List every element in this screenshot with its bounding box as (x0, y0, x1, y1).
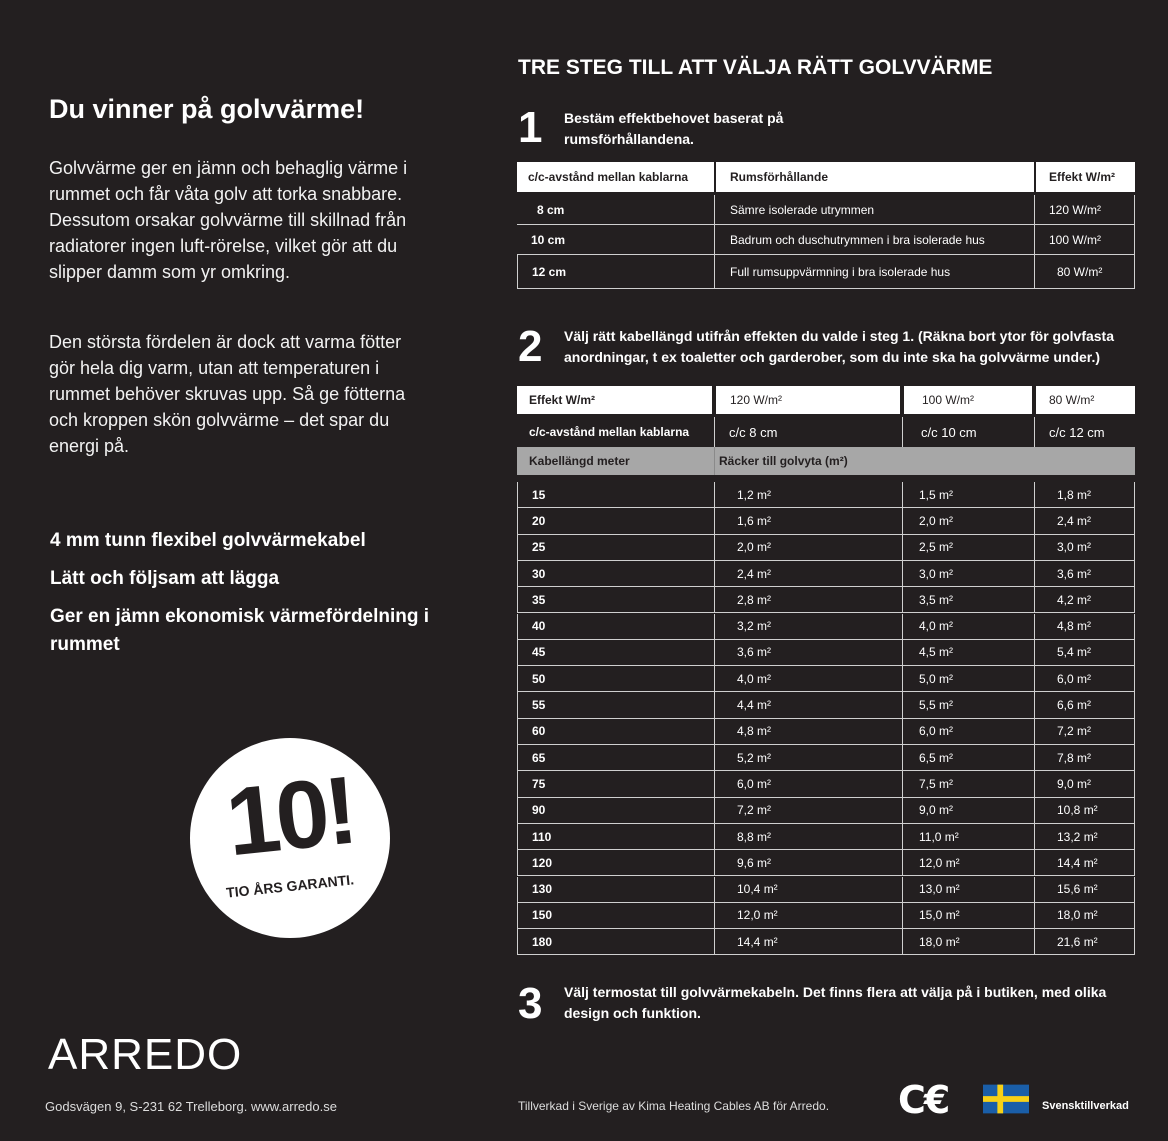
manufacturer-note: Tillverkad i Sverige av Kima Heating Cables AB för Arredo. (518, 1099, 830, 1113)
table-cell: Badrum och duschutrymmen i bra isolerade hus (715, 225, 1035, 255)
cable-length-cell: 180 (517, 929, 715, 955)
power-table (517, 162, 1135, 290)
floor-area-cell: 9,0 m² (903, 798, 1035, 824)
table-header: c/c 12 cm (1049, 424, 1105, 440)
floor-area-cell: 15,6 m² (1035, 877, 1135, 903)
floor-area-cell: 5,5 m² (903, 692, 1035, 718)
floor-area-cell: 1,8 m² (1035, 482, 1135, 508)
warranty-caption: TIO ÅRS GARANTI. (225, 871, 355, 901)
floor-area-cell: 6,0 m² (715, 771, 903, 797)
floor-area-cell: 15,0 m² (903, 903, 1035, 929)
floor-area-cell: 14,4 m² (715, 929, 903, 955)
company-address: Godsvägen 9, S-231 62 Trelleborg. www.arredo.se (45, 1099, 337, 1114)
floor-area-cell: 3,2 m² (715, 614, 903, 640)
floor-area-cell: 10,8 m² (1035, 798, 1135, 824)
floor-area-cell: 4,0 m² (903, 614, 1035, 640)
floor-area-cell: 3,0 m² (1035, 535, 1135, 561)
floor-area-cell: 8,8 m² (715, 824, 903, 850)
floor-area-cell: 7,2 m² (715, 798, 903, 824)
cable-length-cell: 25 (517, 535, 715, 561)
floor-area-cell: 7,2 m² (1035, 719, 1135, 745)
floor-area-cell: 3,6 m² (715, 640, 903, 666)
table-cell: 100 W/m² (1035, 225, 1135, 255)
table-header: 80 W/m² (1036, 386, 1135, 414)
floor-area-cell: 1,2 m² (715, 482, 903, 508)
cable-length-cell: 75 (517, 771, 715, 797)
floor-area-cell: 6,5 m² (903, 745, 1035, 771)
floor-area-cell: 13,2 m² (1035, 824, 1135, 850)
ce-mark-icon: C€ (898, 1078, 949, 1122)
floor-area-cell: 18,0 m² (903, 929, 1035, 955)
table-header: 120 W/m² (716, 386, 900, 414)
step-text: Välj rätt kabellängd utifrån effekten du valde i steg 1. (Räkna bort ytor för golvfasta anordningar, t ex toaletter och garderober, som du inte ska ha golvvärme under.) (564, 328, 1115, 365)
floor-area-cell: 5,2 m² (715, 745, 903, 771)
benefit-paragraph: Den största fördelen är dock att varma fötter gör hela dig varm, utan att temperaturen i rummet behöver skruvas upp. Så ge fötterna och kroppen skön golvvärme – det spar du energi på. (49, 332, 406, 456)
table-cell: 8 cm (517, 195, 715, 225)
floor-area-cell: 10,4 m² (715, 877, 903, 903)
floor-area-cell: 18,0 m² (1035, 903, 1135, 929)
cable-length-cell: 45 (517, 640, 715, 666)
step-number: 1 (518, 103, 543, 152)
table-cell: 120 W/m² (1035, 195, 1135, 225)
intro-paragraph: Golvvärme ger en jämn och behaglig värme i rummet och får våta golv att torka snabbare. Dessutom orsakar golvvärme till skillnad från radiatorer ingen luft-rörelse, vilket gör att du slipper damm som yr omkring. (49, 158, 408, 282)
cable-length-cell: 20 (517, 508, 715, 534)
table-header: Kabellängd meter (517, 447, 715, 475)
warranty-badge (190, 738, 390, 938)
floor-area-cell: 4,8 m² (715, 719, 903, 745)
table-cell: 10 cm (517, 225, 715, 255)
table-header: c/c-avstånd mellan kablarna (517, 162, 714, 192)
floor-area-cell: 1,5 m² (903, 482, 1035, 508)
cable-length-cell: 35 (517, 587, 715, 613)
left-heading: Du vinner på golvvärme! (49, 94, 365, 124)
floor-area-cell: 2,4 m² (1035, 508, 1135, 534)
floor-area-cell: 3,6 m² (1035, 561, 1135, 587)
floor-area-cell: 4,5 m² (903, 640, 1035, 666)
step-text: Välj termostat till golvvärmekabeln. Det finns flera att välja på i butiken, med olika design och funktion. (564, 984, 1107, 1021)
floor-area-cell: 2,5 m² (903, 535, 1035, 561)
table-cell: 12 cm (517, 255, 715, 289)
feature-item: Lätt och följsam att lägga (50, 568, 280, 589)
table-header: 100 W/m² (904, 386, 1032, 414)
floor-area-cell: 6,0 m² (1035, 666, 1135, 692)
floor-area-cell: 4,2 m² (1035, 587, 1135, 613)
floor-area-cell: 11,0 m² (903, 824, 1035, 850)
feature-item: Ger en jämn ekonomisk värmefördelning i rummet (50, 606, 430, 655)
table-header: Effekt W/m² (517, 386, 712, 414)
floor-area-cell: 9,6 m² (715, 850, 903, 876)
table-cell: Sämre isolerade utrymmen (715, 195, 1035, 225)
table-header: c/c 8 cm (715, 417, 903, 447)
warranty-number: 10! (221, 756, 359, 877)
floor-area-cell: 3,5 m² (903, 587, 1035, 613)
main-title: TRE STEG TILL ATT VÄLJA RÄTT GOLVVÄRME (518, 56, 993, 79)
cable-length-cell: 55 (517, 692, 715, 718)
cable-length-cell: 60 (517, 719, 715, 745)
cable-length-cell: 90 (517, 798, 715, 824)
floor-area-cell: 2,8 m² (715, 587, 903, 613)
cable-length-cell: 120 (517, 850, 715, 876)
table-header: Effekt W/m² (1036, 162, 1135, 192)
floor-area-cell: 3,0 m² (903, 561, 1035, 587)
floor-area-cell: 13,0 m² (903, 877, 1035, 903)
feature-item: 4 mm tunn flexibel golvvärmekabel (50, 530, 366, 551)
floor-area-cell: 7,5 m² (903, 771, 1035, 797)
cable-length-cell: 65 (517, 745, 715, 771)
table-header: c/c-avstånd mellan kablarna (517, 417, 715, 447)
cable-length-cell: 130 (517, 877, 715, 903)
step-number: 2 (518, 322, 543, 371)
floor-area-cell: 7,8 m² (1035, 745, 1135, 771)
cable-length-cell: 40 (517, 614, 715, 640)
floor-area-cell: 1,6 m² (715, 508, 903, 534)
step-number: 3 (518, 979, 543, 1028)
swedish-flag-icon (983, 1084, 1029, 1114)
table-header: c/c 10 cm (903, 417, 1035, 447)
floor-area-cell: 14,4 m² (1035, 850, 1135, 876)
step-text: Bestäm effektbehovet baserat på rumsförhållandena. (564, 110, 784, 147)
swedish-made-label: Svensktillverkad (1042, 1100, 1129, 1112)
table-cell: 80 W/m² (1035, 255, 1135, 289)
floor-area-cell: 4,4 m² (715, 692, 903, 718)
floor-area-cell: 12,0 m² (715, 903, 903, 929)
cable-length-cell: 30 (517, 561, 715, 587)
cable-length-cell: 110 (517, 824, 715, 850)
floor-area-cell: 2,0 m² (715, 535, 903, 561)
floor-area-cell: 5,0 m² (903, 666, 1035, 692)
floor-area-cell: 5,4 m² (1035, 640, 1135, 666)
table-cell: Full rumsuppvärmning i bra isolerade hus (715, 255, 1035, 289)
cable-length-cell: 15 (517, 482, 715, 508)
table-header: Rumsförhållande (716, 162, 1034, 192)
table-header: Räcker till golvyta (m²) (715, 447, 1135, 475)
floor-area-cell: 4,0 m² (715, 666, 903, 692)
floor-area-cell: 2,0 m² (903, 508, 1035, 534)
cable-length-cell: 50 (517, 666, 715, 692)
brand-logo: ARREDO (48, 1030, 243, 1079)
floor-area-cell: 6,6 m² (1035, 692, 1135, 718)
floor-area-cell: 2,4 m² (715, 561, 903, 587)
floor-area-cell: 6,0 m² (903, 719, 1035, 745)
floor-area-cell: 4,8 m² (1035, 614, 1135, 640)
floor-area-cell: 12,0 m² (903, 850, 1035, 876)
cable-length-cell: 150 (517, 903, 715, 929)
floor-area-cell: 9,0 m² (1035, 771, 1135, 797)
floor-area-cell: 21,6 m² (1035, 929, 1135, 955)
